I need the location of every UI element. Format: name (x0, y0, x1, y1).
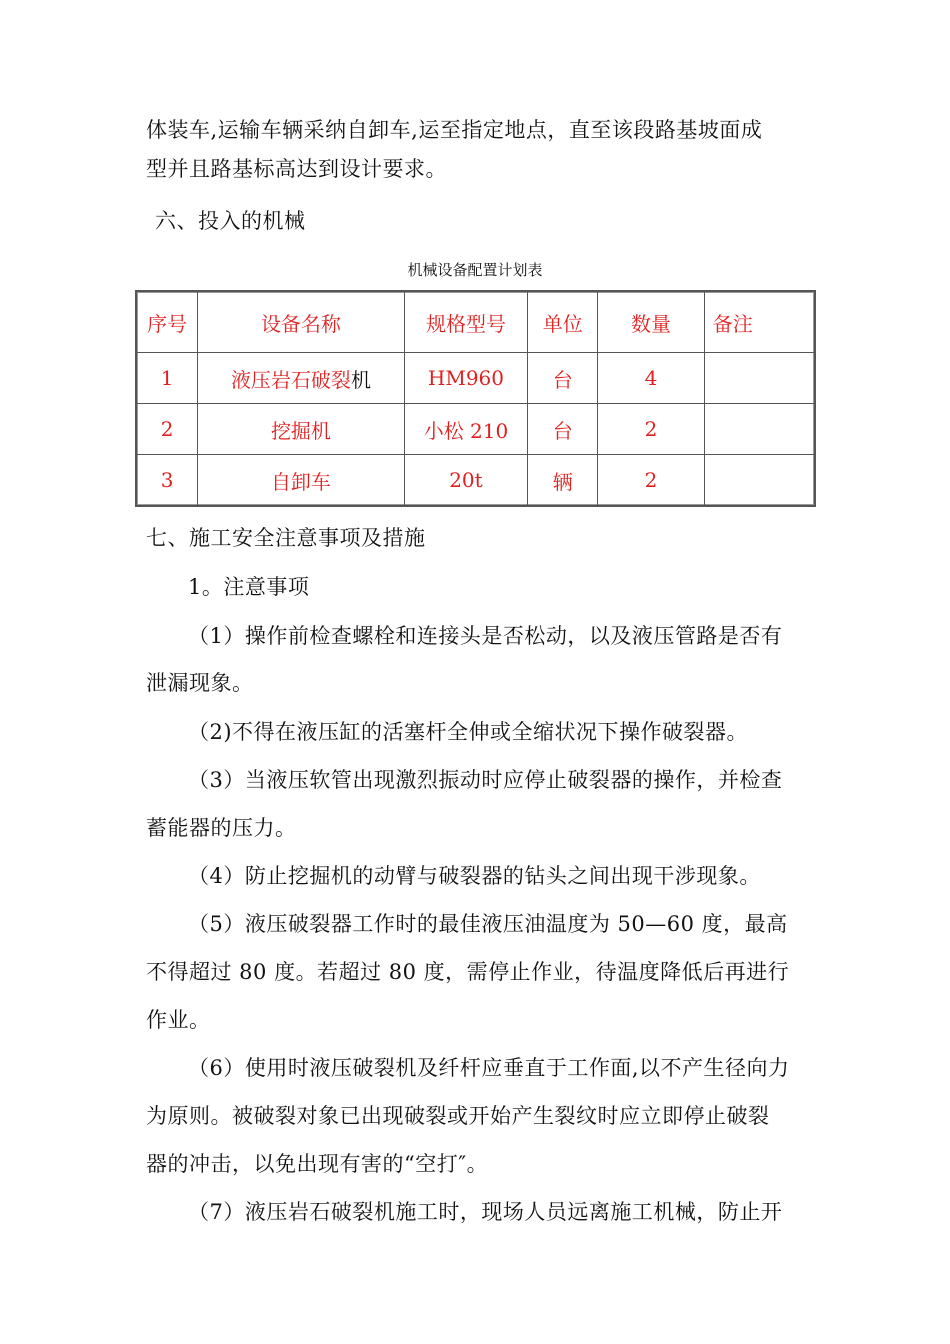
cell-qty: 2 (598, 455, 705, 507)
paragraph-line: 体装车,运输车辆采纳自卸车,运至指定地点，直至该段路基坡面成 (146, 118, 763, 142)
paragraph-line: 不得超过 80 度。若超过 80 度，需停止作业，待温度降低后再进行 (146, 960, 790, 984)
cell-no: 1 (136, 353, 198, 404)
header-cell: 规格型号 (404, 291, 528, 353)
paragraph-line: （1）操作前检查螺栓和连接头是否松动，以及液压管路是否有 (188, 624, 783, 648)
paragraph-line: （4）防止挖掘机的动臂与破裂器的钻头之间出现干涉现象。 (188, 864, 761, 888)
cell-no: 2 (136, 404, 198, 455)
cell-unit: 台 (528, 404, 598, 455)
cell-model: 小松 210 (404, 404, 528, 455)
section-heading: 七、施工安全注意事项及措施 (146, 526, 426, 550)
header-cell: 数量 (598, 291, 705, 353)
paragraph-line: 作业。 (146, 1008, 211, 1032)
paragraph-line: 器的冲击，以免出现有害的“空打″。 (146, 1152, 489, 1176)
cell-name-red: 挖掘机 (270, 418, 331, 443)
paragraph-line: 型并且路基标高达到设计要求。 (146, 157, 447, 181)
paragraph-line: 为原则。被破裂对象已出现破裂或开始产生裂纹时应立即停止破裂 (146, 1104, 770, 1128)
table-header-row (136, 291, 815, 353)
cell-name-red: 液压岩石破裂 (230, 367, 351, 392)
cell-remark (704, 353, 815, 404)
table-row (136, 353, 815, 404)
cell-name-red: 自卸车 (270, 469, 331, 494)
table-row (136, 404, 815, 455)
cell-name (198, 353, 404, 404)
cell-name (198, 404, 404, 455)
cell-remark (704, 455, 815, 507)
paragraph-line: （5）液压破裂器工作时的最佳液压油温度为 50—60 度，最高 (188, 912, 788, 936)
cell-model: 20t (404, 455, 528, 507)
cell-name (198, 455, 404, 507)
section-heading: 六、投入的机械 (155, 209, 306, 233)
cell-no: 3 (136, 455, 198, 507)
cell-qty: 2 (598, 404, 705, 455)
header-cell: 单位 (528, 291, 598, 353)
header-cell: 设备名称 (198, 291, 404, 353)
table-caption: 机械设备配置计划表 (407, 261, 543, 279)
cell-remark (704, 404, 815, 455)
paragraph-line: （3）当液压软管出现激烈振动时应停止破裂器的操作，并检查 (188, 768, 783, 792)
cell-name-black: 机 (350, 367, 371, 392)
paragraph-line: 泄漏现象。 (146, 671, 254, 695)
table-row (136, 455, 815, 507)
header-cell: 序号 (136, 291, 198, 353)
cell-model: HM960 (404, 353, 528, 404)
cell-unit: 台 (528, 353, 598, 404)
cell-unit: 辆 (528, 455, 598, 507)
paragraph-line: （7）液压岩石破裂机施工时，现场人员远离施工机械，防止开 (188, 1200, 783, 1224)
subsection-heading: 1。注意事项 (188, 575, 310, 599)
paragraph-line: 蓄能器的压力。 (146, 816, 297, 840)
paragraph-line: （6）使用时液压破裂机及纤杆应垂直于工作面,以不产生径向力 (188, 1056, 790, 1080)
paragraph-line: （2)不得在液压缸的活塞杆全伸或全缩状况下操作破裂器。 (188, 720, 749, 744)
cell-qty: 4 (598, 353, 705, 404)
equipment-table (135, 290, 816, 507)
header-cell: 备注 (704, 291, 815, 353)
